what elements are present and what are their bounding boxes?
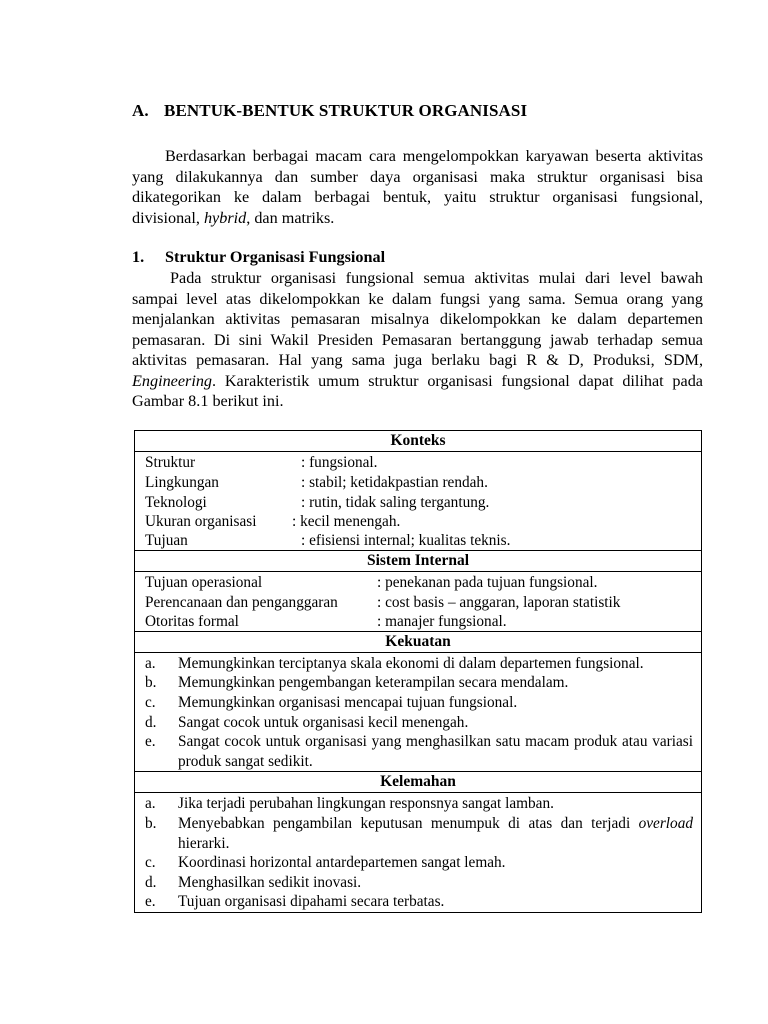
sistem-internal-header: Sistem Internal xyxy=(135,551,701,572)
intro-text-end: , dan matriks. xyxy=(246,208,335,227)
sistem-row xyxy=(145,613,701,631)
item-letter: c. xyxy=(145,693,156,711)
list-item xyxy=(145,814,701,853)
section-title: BENTUK-BENTUK STRUKTUR ORGANISASI xyxy=(164,101,528,120)
konteks-header: Konteks xyxy=(135,431,701,452)
body-text: Pada struktur organisasi fungsional semua aktivitas mulai dari level bawah sampai level atas dikelompokkan ke dalam fungsi yang sama. Semua orang yang menjalankan aktivitas pemasaran misalnya dikelompokkan ke dalam departemen pemasaran. Di sini Wakil Presiden Pemasaran bertanggung jawab terhadap semua aktivitas pemasaran. Hal yang sama juga berlaku bagi R & D, Produksi, SDM, xyxy=(132,269,703,369)
item-text: Sangat cocok untuk organisasi kecil menengah. xyxy=(178,713,469,731)
intro-italic: hybrid xyxy=(203,208,247,227)
konteks-row xyxy=(145,532,701,550)
item-text-start: Menyebabkan pengambilan keputusan menumpuk di atas dan terjadi xyxy=(178,814,639,832)
row-value: : rutin, tidak saling tergantung. xyxy=(301,493,490,511)
row-key: Tujuan xyxy=(145,532,188,550)
list-item xyxy=(145,853,701,873)
item-letter: d. xyxy=(145,873,157,891)
subsection-number: 1. xyxy=(132,248,145,266)
subsection-heading xyxy=(132,248,385,267)
item-italic: overload xyxy=(638,814,693,832)
konteks-row xyxy=(145,473,701,493)
kekuatan-header: Kekuatan xyxy=(135,632,701,653)
sistem-row xyxy=(145,593,701,613)
section-heading xyxy=(132,101,527,121)
konteks-row xyxy=(145,512,701,532)
item-text: Memungkinkan pengembangan keterampilan secara mendalam. xyxy=(178,674,569,692)
kelemahan-header: Kelemahan xyxy=(135,772,701,793)
list-item xyxy=(145,673,701,693)
item-letter: c. xyxy=(145,854,156,872)
intro-paragraph xyxy=(132,146,703,228)
item-letter: d. xyxy=(145,713,157,731)
row-value: : manajer fungsional. xyxy=(377,612,507,630)
item-text: Memungkinkan terciptanya skala ekonomi di dalam departemen fungsional. xyxy=(178,654,644,672)
item-letter: a. xyxy=(145,654,156,672)
row-value: : cost basis – anggaran, laporan statistik xyxy=(377,593,621,611)
item-letter: e. xyxy=(145,893,156,911)
sistem-row xyxy=(145,573,701,593)
kekuatan-section xyxy=(135,653,701,773)
konteks-row xyxy=(145,453,701,473)
intro-text: Berdasarkan berbagai macam cara mengelompokkan karyawan beserta aktivitas yang dilakukannya dan sumber daya organisasi maka struktur organisasi bisa dikategorikan ke dalam berbagai bentuk, yaitu struktur organisasi fungsional, divisional, xyxy=(132,147,703,227)
row-key: Otoritas formal xyxy=(145,612,239,630)
list-item xyxy=(145,873,701,893)
item-text: Koordinasi horizontal antardepartemen sangat lemah. xyxy=(178,854,506,872)
characteristics-table xyxy=(134,430,702,913)
item-text: Memungkinkan organisasi mencapai tujuan fungsional. xyxy=(178,693,518,711)
body-paragraph xyxy=(132,268,703,412)
section-number: A. xyxy=(132,101,149,120)
row-key: Struktur xyxy=(145,454,196,471)
list-item xyxy=(145,892,701,912)
sistem-internal-section xyxy=(135,572,701,632)
row-value: : kecil menengah. xyxy=(292,513,401,531)
subsection-title: Struktur Organisasi Fungsional xyxy=(165,248,386,266)
item-text: Menghasilkan sedikit inovasi. xyxy=(178,873,362,891)
row-key: Tujuan operasional xyxy=(145,574,263,592)
konteks-section xyxy=(135,452,701,551)
list-item xyxy=(145,732,701,771)
item-text: Jika terjadi perubahan lingkungan responsnya sangat lamban. xyxy=(178,795,554,813)
item-letter: e. xyxy=(145,733,156,751)
item-letter: b. xyxy=(145,674,157,692)
item-text: Tujuan organisasi dipahami secara terbatas. xyxy=(178,893,445,911)
list-item xyxy=(145,794,701,814)
kelemahan-section xyxy=(135,793,701,912)
list-item xyxy=(145,693,701,713)
item-text: Sangat cocok untuk organisasi yang menghasilkan satu macam produk atau variasi produk sangat sedikit. xyxy=(178,733,693,770)
row-key: Lingkungan xyxy=(145,473,219,491)
row-value: : fungsional. xyxy=(301,454,378,471)
item-letter: b. xyxy=(145,814,157,832)
item-letter: a. xyxy=(145,795,156,813)
row-key: Ukuran organisasi xyxy=(145,513,257,531)
row-value: : stabil; ketidakpastian rendah. xyxy=(301,473,488,491)
row-key: Perencanaan dan penganggaran xyxy=(145,593,338,611)
list-item xyxy=(145,713,701,733)
item-text xyxy=(178,814,693,853)
row-key: Teknologi xyxy=(145,493,207,511)
item-text-end: hierarki. xyxy=(178,834,230,852)
row-value: : penekanan pada tujuan fungsional. xyxy=(377,574,598,592)
row-value: : efisiensi internal; kualitas teknis. xyxy=(301,532,511,550)
body-italic: Engineering xyxy=(132,371,213,390)
list-item xyxy=(145,654,701,674)
body-text-end: . Karakteristik umum struktur organisasi fungsional dapat dilihat pada Gambar 8.1 berikut ini. xyxy=(132,371,703,410)
konteks-row xyxy=(145,493,701,513)
